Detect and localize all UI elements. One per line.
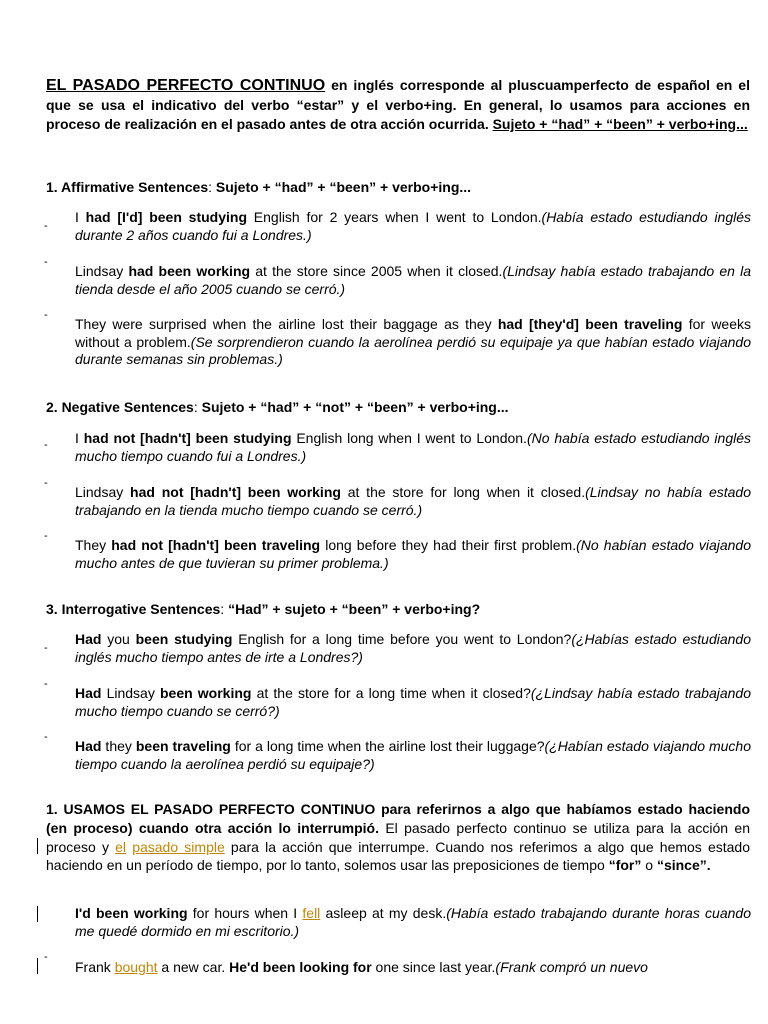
usage-example-1 <box>75 905 751 940</box>
heading-prefix: 2. Negative Sentences <box>46 399 194 415</box>
bullet-marker: - <box>44 642 48 654</box>
example-text: Lindsay <box>75 484 131 500</box>
example-verb: been traveling <box>135 738 231 754</box>
example-translation: (¿Lindsay había estado trabajando mucho tiempo cuando se cerró?) <box>75 685 751 719</box>
example-translation: (No habían estado viajando mucho antes de que tuvieran su primer problema.) <box>75 537 751 571</box>
example-text: for weeks without a problem. <box>75 316 751 350</box>
keyword-for: “for” <box>608 857 642 874</box>
example-verb: Had <box>75 738 102 754</box>
example-text: at the store since 2005 when it closed. <box>250 263 503 279</box>
example-text: for hours when I <box>187 905 303 921</box>
example-translation: (Lindsay había estado trabajando en la tienda desde el año 2005 cuando se cerró.) <box>75 263 751 297</box>
example-affirmative-1 <box>75 209 751 244</box>
usage-text: o <box>641 857 657 874</box>
example-verb: had [I'd] been studying <box>85 209 248 225</box>
heading-formula: Sujeto + “had” + “not” + “been” + verbo+ing... <box>197 399 509 415</box>
example-text: for a long time when the airline lost their luggage? <box>230 738 545 754</box>
example-translation: (Lindsay no había estado trabajando en la tienda mucho tiempo cuando se cerró.) <box>75 484 751 518</box>
example-verb: had [they'd] been traveling <box>497 316 683 332</box>
example-verb: He'd been looking for <box>229 959 372 975</box>
heading-formula: Sujeto + “had” + “been” + verbo+ing... <box>212 179 472 195</box>
example-text: English for 2 years when I went to London. <box>247 209 542 225</box>
heading-prefix: 3. Interrogative Sentences <box>46 601 221 617</box>
example-verb: I'd been working <box>75 905 188 921</box>
heading-separator: : <box>208 179 212 195</box>
example-verb: been studying <box>135 631 233 647</box>
example-text: I <box>75 209 86 225</box>
example-text: at the store for long when it closed. <box>340 484 586 500</box>
example-interrogative-1 <box>75 631 751 666</box>
bullet-marker: - <box>44 439 48 451</box>
example-text: Lindsay <box>75 263 129 279</box>
example-text: long before they had their first problem. <box>320 537 577 553</box>
example-text: Frank <box>75 959 115 975</box>
example-text: English long when I went to London. <box>291 430 527 446</box>
bullet-marker: - <box>44 477 48 489</box>
revision-bar <box>37 958 38 974</box>
intro-formula: Sujeto + “had” + “been” + verbo+ing... <box>492 115 748 132</box>
link-fell[interactable]: fell <box>302 905 321 921</box>
usage-text: . <box>706 857 711 874</box>
example-translation: (¿Habían estado viajando mucho tiempo cuando la aerolínea perdió su equipaje?) <box>75 738 751 772</box>
section-heading-affirmative <box>46 178 471 196</box>
example-text: a new car. <box>157 959 230 975</box>
example-verb: Had <box>75 631 102 647</box>
example-interrogative-3 <box>75 738 751 773</box>
link-pasado-simple[interactable]: pasado simple <box>132 838 225 855</box>
example-interrogative-2 <box>75 685 751 720</box>
example-negative-2 <box>75 484 751 519</box>
example-translation: (Se sorprendieron cuando la aerolínea perdió su equipaje ya que habían estado viajando durante semanas sin problemas.) <box>75 333 751 367</box>
example-text: they <box>101 738 136 754</box>
example-verb: had not [hadn't] been traveling <box>111 537 321 553</box>
example-text: I <box>75 430 84 446</box>
link-bought[interactable]: bought <box>114 959 158 975</box>
example-text: They were surprised when the airline lost their baggage as they <box>75 316 498 332</box>
heading-formula: “Had” + sujeto + “been” + verbo+ing? <box>224 601 481 617</box>
intro-paragraph <box>46 76 750 133</box>
example-translation: (¿Habías estado estudiando inglés mucho tiempo antes de irte a Londres?) <box>75 631 752 665</box>
bullet-marker: - <box>44 256 48 268</box>
example-text: Lindsay <box>101 685 160 701</box>
bullet-marker: - <box>44 951 48 963</box>
intro-text: en inglés corresponde al pluscuamperfecto de español en el que se usa el indicativo del verbo “estar” y el verbo+ing. En general, lo usamos para acciones en proceso de realización en el pasado antes de otra acción ocurrida. <box>46 77 750 132</box>
example-translation: (No había estado estudiando inglés mucho tiempo cuando fui a Londres.) <box>75 430 752 464</box>
example-translation: (Había estado trabajando durante horas cuando me quedé dormido en mi escritorio.) <box>75 905 751 939</box>
example-text: one since last year. <box>371 959 496 975</box>
usage-text: El pasado perfecto continuo se utiliza para la acción en proceso y <box>46 819 750 855</box>
example-negative-3 <box>75 537 751 572</box>
bullet-marker: - <box>44 220 48 232</box>
bullet-marker: - <box>44 731 48 743</box>
heading-prefix: 1. Affirmative Sentences <box>46 179 209 195</box>
example-affirmative-2 <box>75 263 751 298</box>
usage-paragraph <box>46 800 750 875</box>
example-text: English for a long time before you went to London? <box>232 631 572 647</box>
revision-bar <box>37 838 38 854</box>
keyword-since: “since” <box>656 857 707 874</box>
example-text: asleep at my desk. <box>320 905 447 921</box>
bullet-marker: - <box>44 678 48 690</box>
bullet-marker: - <box>44 530 48 542</box>
revision-bar <box>37 906 38 922</box>
bullet-marker: - <box>44 309 48 321</box>
example-text: you <box>101 631 136 647</box>
page-title: EL PASADO PERFECTO CONTINUO <box>46 77 326 94</box>
example-negative-1 <box>75 430 751 465</box>
example-verb: Had <box>75 685 102 701</box>
usage-heading: 1. USAMOS EL PASADO PERFECTO CONTINUO para referirnos a algo que habíamos estado haciendo (en proceso) cuando otra acción lo interrumpió. <box>46 801 750 836</box>
example-verb: had not [hadn't] been studying <box>83 430 292 446</box>
usage-text: para la acción que interrumpe. Cuando nos referimos a algo que hemos estado haciendo en un período de tiempo, por lo tanto, solemos usar las preposiciones de tiempo <box>46 838 750 874</box>
example-affirmative-3 <box>75 316 751 369</box>
usage-example-2 <box>75 959 751 977</box>
example-text: at the store for a long time when it closed? <box>251 685 531 701</box>
section-heading-interrogative <box>46 600 480 618</box>
section-heading-negative <box>46 398 509 416</box>
heading-separator: : <box>220 601 225 617</box>
example-translation: (Había estado estudiando inglés durante 2 años cuando fui a Londres.) <box>75 209 752 243</box>
example-verb: had not [hadn't] been working <box>130 484 341 500</box>
link-el[interactable]: el <box>115 838 127 855</box>
example-verb: been working <box>159 685 252 701</box>
example-verb: had been working <box>128 263 251 279</box>
example-text: They <box>75 537 112 553</box>
heading-separator: : <box>193 399 198 415</box>
example-translation: (Frank compró un nuevo <box>495 959 648 975</box>
